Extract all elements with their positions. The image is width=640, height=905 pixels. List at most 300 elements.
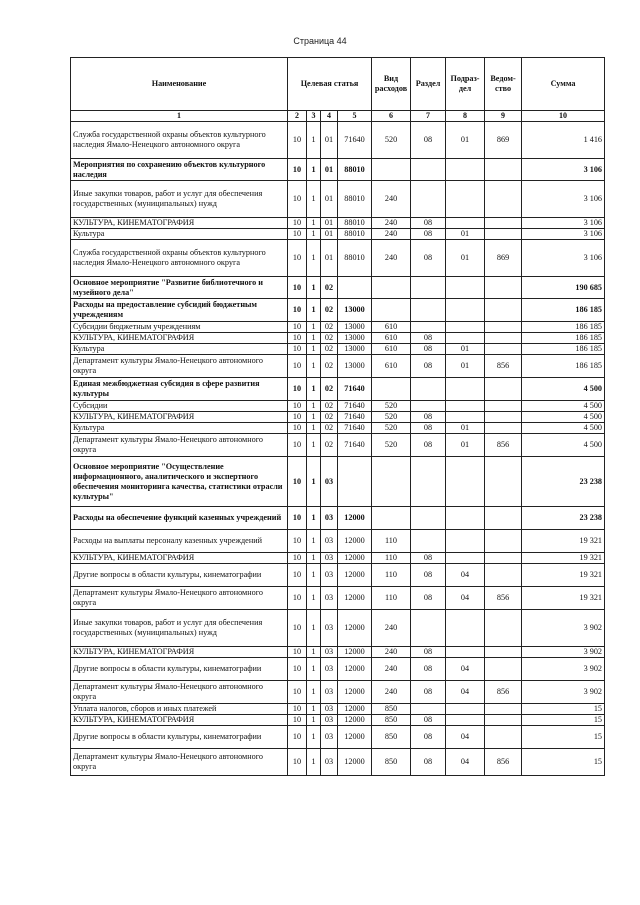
row-amount: 15 xyxy=(522,749,605,776)
row-section: 08 xyxy=(411,218,446,229)
row-subsection xyxy=(446,277,485,299)
row-department xyxy=(485,159,522,181)
row-department xyxy=(485,218,522,229)
row-section xyxy=(411,299,446,322)
table-row xyxy=(71,658,605,681)
row-target-program: 10 xyxy=(288,553,307,564)
row-amount: 3 106 xyxy=(522,181,605,218)
row-target-direction: 12000 xyxy=(338,564,372,587)
row-target-event: 03 xyxy=(321,681,338,704)
row-target-direction: 71640 xyxy=(338,434,372,457)
row-subsection: 01 xyxy=(446,434,485,457)
row-expense-type: 610 xyxy=(372,344,411,355)
row-amount: 19 321 xyxy=(522,553,605,564)
column-number: 8 xyxy=(446,111,485,122)
row-target-subprogram: 1 xyxy=(307,457,321,507)
row-section xyxy=(411,277,446,299)
table-row xyxy=(71,401,605,412)
row-department xyxy=(485,423,522,434)
row-amount: 19 321 xyxy=(522,530,605,553)
header-section: Раздел xyxy=(411,58,446,111)
row-section: 08 xyxy=(411,681,446,704)
table-row xyxy=(71,564,605,587)
row-target-event: 02 xyxy=(321,322,338,333)
row-amount: 1 416 xyxy=(522,122,605,159)
row-target-event: 03 xyxy=(321,647,338,658)
row-amount: 186 185 xyxy=(522,355,605,378)
row-expense-type xyxy=(372,277,411,299)
row-name: Иные закупки товаров, работ и услуг для обеспечения государственных (муниципальных) нужд xyxy=(71,610,288,647)
row-name: Другие вопросы в области культуры, кинематографии xyxy=(71,564,288,587)
row-amount: 4 500 xyxy=(522,434,605,457)
row-name: КУЛЬТУРА, КИНЕМАТОГРАФИЯ xyxy=(71,333,288,344)
row-target-event: 03 xyxy=(321,553,338,564)
row-target-direction: 13000 xyxy=(338,355,372,378)
column-number: 2 xyxy=(288,111,307,122)
row-target-subprogram: 1 xyxy=(307,647,321,658)
row-subsection: 01 xyxy=(446,344,485,355)
row-department: 869 xyxy=(485,122,522,159)
row-expense-type: 610 xyxy=(372,333,411,344)
row-section xyxy=(411,181,446,218)
table-row xyxy=(71,681,605,704)
row-department xyxy=(485,726,522,749)
row-section xyxy=(411,530,446,553)
row-subsection xyxy=(446,322,485,333)
row-target-program: 10 xyxy=(288,715,307,726)
row-target-direction: 71640 xyxy=(338,378,372,401)
row-department xyxy=(485,401,522,412)
row-target-event: 03 xyxy=(321,587,338,610)
row-section: 08 xyxy=(411,434,446,457)
row-target-subprogram: 1 xyxy=(307,434,321,457)
row-target-program: 10 xyxy=(288,344,307,355)
row-subsection: 04 xyxy=(446,726,485,749)
row-target-subprogram: 1 xyxy=(307,181,321,218)
row-section: 08 xyxy=(411,344,446,355)
header-department: Ведом- ство xyxy=(485,58,522,111)
row-target-event: 03 xyxy=(321,658,338,681)
row-target-event: 02 xyxy=(321,277,338,299)
row-department: 856 xyxy=(485,434,522,457)
row-amount: 186 185 xyxy=(522,333,605,344)
row-target-program: 10 xyxy=(288,181,307,218)
row-amount: 186 185 xyxy=(522,322,605,333)
row-department xyxy=(485,658,522,681)
column-number: 6 xyxy=(372,111,411,122)
row-target-subprogram: 1 xyxy=(307,299,321,322)
row-department xyxy=(485,229,522,240)
row-target-program: 10 xyxy=(288,299,307,322)
header-target: Целевая статья xyxy=(288,58,372,111)
row-section xyxy=(411,704,446,715)
row-name: Культура xyxy=(71,344,288,355)
table-row xyxy=(71,218,605,229)
row-target-event: 03 xyxy=(321,726,338,749)
table-row xyxy=(71,122,605,159)
row-expense-type xyxy=(372,507,411,530)
row-expense-type: 240 xyxy=(372,240,411,277)
row-department xyxy=(485,610,522,647)
row-target-program: 10 xyxy=(288,412,307,423)
row-target-program: 10 xyxy=(288,749,307,776)
row-subsection: 01 xyxy=(446,229,485,240)
row-name: Служба государственной охраны объектов культурного наследия Ямало-Ненецкого автономного округа xyxy=(71,122,288,159)
row-name: Расходы на обеспечение функций казенных учреждений xyxy=(71,507,288,530)
row-target-event: 01 xyxy=(321,181,338,218)
row-target-direction: 12000 xyxy=(338,704,372,715)
row-target-direction: 71640 xyxy=(338,401,372,412)
row-amount: 186 185 xyxy=(522,344,605,355)
row-department xyxy=(485,277,522,299)
row-section: 08 xyxy=(411,333,446,344)
row-amount: 3 902 xyxy=(522,658,605,681)
row-subsection: 01 xyxy=(446,355,485,378)
row-amount: 3 902 xyxy=(522,681,605,704)
row-amount: 3 106 xyxy=(522,240,605,277)
row-name: Культура xyxy=(71,423,288,434)
row-subsection xyxy=(446,181,485,218)
row-target-program: 10 xyxy=(288,378,307,401)
row-name: КУЛЬТУРА, КИНЕМАТОГРАФИЯ xyxy=(71,647,288,658)
row-expense-type: 850 xyxy=(372,726,411,749)
row-section: 08 xyxy=(411,726,446,749)
row-target-program: 10 xyxy=(288,122,307,159)
row-target-event: 02 xyxy=(321,333,338,344)
row-target-direction: 13000 xyxy=(338,344,372,355)
row-subsection: 01 xyxy=(446,122,485,159)
row-target-event: 03 xyxy=(321,704,338,715)
row-expense-type: 240 xyxy=(372,181,411,218)
row-amount: 186 185 xyxy=(522,299,605,322)
row-name: Мероприятия по сохранению объектов культурного наследия xyxy=(71,159,288,181)
row-department xyxy=(485,530,522,553)
row-target-program: 10 xyxy=(288,218,307,229)
row-subsection xyxy=(446,412,485,423)
row-expense-type: 240 xyxy=(372,229,411,240)
row-target-event: 01 xyxy=(321,122,338,159)
row-target-direction: 12000 xyxy=(338,647,372,658)
row-target-event: 03 xyxy=(321,749,338,776)
row-amount: 19 321 xyxy=(522,587,605,610)
row-target-program: 10 xyxy=(288,658,307,681)
row-target-subprogram: 1 xyxy=(307,587,321,610)
row-target-program: 10 xyxy=(288,564,307,587)
row-section: 08 xyxy=(411,715,446,726)
row-target-subprogram: 1 xyxy=(307,344,321,355)
row-subsection: 04 xyxy=(446,564,485,587)
row-target-event: 03 xyxy=(321,610,338,647)
row-target-subprogram: 1 xyxy=(307,333,321,344)
row-name: Уплата налогов, сборов и иных платежей xyxy=(71,704,288,715)
row-name: КУЛЬТУРА, КИНЕМАТОГРАФИЯ xyxy=(71,715,288,726)
row-target-event: 03 xyxy=(321,715,338,726)
row-target-event: 02 xyxy=(321,355,338,378)
column-number: 9 xyxy=(485,111,522,122)
row-target-program: 10 xyxy=(288,401,307,412)
row-department xyxy=(485,647,522,658)
row-name: Департамент культуры Ямало-Ненецкого автономного округа xyxy=(71,355,288,378)
row-target-direction: 71640 xyxy=(338,423,372,434)
table-row xyxy=(71,378,605,401)
row-target-subprogram: 1 xyxy=(307,378,321,401)
row-expense-type: 240 xyxy=(372,610,411,647)
row-department xyxy=(485,378,522,401)
row-target-event: 02 xyxy=(321,434,338,457)
row-target-subprogram: 1 xyxy=(307,218,321,229)
row-name: Расходы на выплаты персоналу казенных учреждений xyxy=(71,530,288,553)
header-amount: Сумма xyxy=(522,58,605,111)
row-expense-type: 520 xyxy=(372,423,411,434)
row-department xyxy=(485,704,522,715)
table-row xyxy=(71,229,605,240)
row-target-program: 10 xyxy=(288,423,307,434)
table-row xyxy=(71,333,605,344)
row-amount: 4 500 xyxy=(522,412,605,423)
row-name: Служба государственной охраны объектов культурного наследия Ямало-Ненецкого автономного округа xyxy=(71,240,288,277)
row-section: 08 xyxy=(411,412,446,423)
header-row xyxy=(71,58,605,111)
row-target-subprogram: 1 xyxy=(307,277,321,299)
row-target-event: 03 xyxy=(321,530,338,553)
table-row xyxy=(71,181,605,218)
row-target-direction xyxy=(338,277,372,299)
row-department xyxy=(485,564,522,587)
row-target-program: 10 xyxy=(288,229,307,240)
row-expense-type: 240 xyxy=(372,218,411,229)
row-target-event: 01 xyxy=(321,229,338,240)
row-target-direction: 13000 xyxy=(338,322,372,333)
row-section: 08 xyxy=(411,658,446,681)
table-row xyxy=(71,434,605,457)
row-department xyxy=(485,553,522,564)
row-target-direction: 12000 xyxy=(338,715,372,726)
row-expense-type: 850 xyxy=(372,715,411,726)
row-department xyxy=(485,181,522,218)
row-name: Департамент культуры Ямало-Ненецкого автономного округа xyxy=(71,749,288,776)
row-amount: 4 500 xyxy=(522,378,605,401)
table-row xyxy=(71,423,605,434)
row-expense-type xyxy=(372,378,411,401)
row-name: Субсидии бюджетным учреждениям xyxy=(71,322,288,333)
row-target-event: 02 xyxy=(321,423,338,434)
row-expense-type: 610 xyxy=(372,322,411,333)
row-target-program: 10 xyxy=(288,240,307,277)
row-section xyxy=(411,378,446,401)
row-amount: 15 xyxy=(522,715,605,726)
row-target-direction: 13000 xyxy=(338,299,372,322)
row-expense-type: 240 xyxy=(372,658,411,681)
row-subsection xyxy=(446,507,485,530)
table-row xyxy=(71,344,605,355)
row-section: 08 xyxy=(411,564,446,587)
row-target-event: 03 xyxy=(321,457,338,507)
row-department: 856 xyxy=(485,355,522,378)
row-amount: 23 238 xyxy=(522,457,605,507)
row-target-direction: 12000 xyxy=(338,681,372,704)
row-name: Иные закупки товаров, работ и услуг для обеспечения государственных (муниципальных) нужд xyxy=(71,181,288,218)
table-body xyxy=(71,122,605,776)
row-amount: 4 500 xyxy=(522,423,605,434)
row-subsection xyxy=(446,553,485,564)
row-expense-type: 850 xyxy=(372,704,411,715)
row-amount: 19 321 xyxy=(522,564,605,587)
row-expense-type: 850 xyxy=(372,749,411,776)
row-target-event: 02 xyxy=(321,299,338,322)
row-target-program: 10 xyxy=(288,704,307,715)
row-department: 856 xyxy=(485,587,522,610)
row-subsection xyxy=(446,610,485,647)
row-target-event: 01 xyxy=(321,159,338,181)
row-section: 08 xyxy=(411,749,446,776)
row-amount: 3 106 xyxy=(522,218,605,229)
row-target-event: 01 xyxy=(321,218,338,229)
table-row xyxy=(71,587,605,610)
row-amount: 15 xyxy=(522,704,605,715)
row-target-direction: 12000 xyxy=(338,587,372,610)
row-subsection xyxy=(446,333,485,344)
row-target-direction: 12000 xyxy=(338,507,372,530)
row-section xyxy=(411,322,446,333)
row-section: 08 xyxy=(411,355,446,378)
row-target-program: 10 xyxy=(288,530,307,553)
row-department xyxy=(485,333,522,344)
row-name: Другие вопросы в области культуры, кинематографии xyxy=(71,726,288,749)
row-target-subprogram: 1 xyxy=(307,726,321,749)
row-amount: 23 238 xyxy=(522,507,605,530)
table-row xyxy=(71,553,605,564)
row-expense-type xyxy=(372,159,411,181)
row-expense-type: 610 xyxy=(372,355,411,378)
row-expense-type: 110 xyxy=(372,564,411,587)
table-row xyxy=(71,530,605,553)
row-amount: 15 xyxy=(522,726,605,749)
row-subsection xyxy=(446,299,485,322)
row-expense-type: 240 xyxy=(372,647,411,658)
table-row xyxy=(71,412,605,423)
row-target-direction: 88010 xyxy=(338,229,372,240)
row-department: 869 xyxy=(485,240,522,277)
row-amount: 3 106 xyxy=(522,229,605,240)
row-target-subprogram: 1 xyxy=(307,159,321,181)
row-target-program: 10 xyxy=(288,610,307,647)
table-row xyxy=(71,726,605,749)
row-target-subprogram: 1 xyxy=(307,715,321,726)
row-subsection: 04 xyxy=(446,587,485,610)
row-section: 08 xyxy=(411,229,446,240)
row-expense-type: 110 xyxy=(372,530,411,553)
row-target-program: 10 xyxy=(288,355,307,378)
header-name: Наименование xyxy=(71,58,288,111)
row-target-program: 10 xyxy=(288,277,307,299)
row-section: 08 xyxy=(411,122,446,159)
budget-table xyxy=(70,57,605,776)
table-row xyxy=(71,457,605,507)
column-number: 5 xyxy=(338,111,372,122)
row-name: Культура xyxy=(71,229,288,240)
row-section xyxy=(411,457,446,507)
row-target-direction: 71640 xyxy=(338,412,372,423)
row-target-program: 10 xyxy=(288,647,307,658)
row-section xyxy=(411,610,446,647)
row-target-subprogram: 1 xyxy=(307,355,321,378)
row-subsection xyxy=(446,457,485,507)
row-target-subprogram: 1 xyxy=(307,564,321,587)
row-subsection xyxy=(446,530,485,553)
row-target-direction: 88010 xyxy=(338,181,372,218)
table-row xyxy=(71,715,605,726)
row-target-event: 02 xyxy=(321,378,338,401)
row-target-subprogram: 1 xyxy=(307,681,321,704)
row-target-subprogram: 1 xyxy=(307,412,321,423)
row-section: 08 xyxy=(411,240,446,277)
row-department: 856 xyxy=(485,681,522,704)
table-row xyxy=(71,240,605,277)
table-row xyxy=(71,355,605,378)
row-target-direction: 88010 xyxy=(338,159,372,181)
row-target-subprogram: 1 xyxy=(307,423,321,434)
row-target-subprogram: 1 xyxy=(307,658,321,681)
row-department xyxy=(485,322,522,333)
row-target-event: 02 xyxy=(321,412,338,423)
table-row xyxy=(71,749,605,776)
header-expense-type: Вид расходов xyxy=(372,58,411,111)
row-target-direction: 12000 xyxy=(338,658,372,681)
row-amount: 4 500 xyxy=(522,401,605,412)
header-subsection: Подраз- дел xyxy=(446,58,485,111)
table-row xyxy=(71,299,605,322)
table-row xyxy=(71,507,605,530)
row-target-subprogram: 1 xyxy=(307,240,321,277)
row-section xyxy=(411,507,446,530)
row-section: 08 xyxy=(411,587,446,610)
row-section xyxy=(411,401,446,412)
row-target-program: 10 xyxy=(288,507,307,530)
row-target-program: 10 xyxy=(288,322,307,333)
row-subsection: 04 xyxy=(446,658,485,681)
row-target-program: 10 xyxy=(288,159,307,181)
row-subsection xyxy=(446,704,485,715)
row-target-subprogram: 1 xyxy=(307,229,321,240)
column-number: 10 xyxy=(522,111,605,122)
row-section: 08 xyxy=(411,423,446,434)
row-section xyxy=(411,159,446,181)
row-department xyxy=(485,715,522,726)
row-target-event: 03 xyxy=(321,564,338,587)
row-target-direction: 12000 xyxy=(338,610,372,647)
row-subsection xyxy=(446,647,485,658)
row-target-subprogram: 1 xyxy=(307,322,321,333)
row-amount: 190 685 xyxy=(522,277,605,299)
row-target-program: 10 xyxy=(288,434,307,457)
row-target-program: 10 xyxy=(288,587,307,610)
row-name: Основное мероприятие "Осуществление информационного, аналитического и экспертного обеспечения мониторинга качества, статистики отрасли культуры" xyxy=(71,457,288,507)
row-target-direction: 12000 xyxy=(338,749,372,776)
row-section: 08 xyxy=(411,553,446,564)
table-row xyxy=(71,159,605,181)
table-row xyxy=(71,704,605,715)
row-target-program: 10 xyxy=(288,333,307,344)
row-subsection xyxy=(446,159,485,181)
row-name: Департамент культуры Ямало-Ненецкого автономного округа xyxy=(71,681,288,704)
row-subsection: 04 xyxy=(446,681,485,704)
row-name: Расходы на предоставление субсидий бюджетным учреждениям xyxy=(71,299,288,322)
column-number: 4 xyxy=(321,111,338,122)
row-target-event: 02 xyxy=(321,401,338,412)
row-expense-type: 110 xyxy=(372,553,411,564)
row-target-subprogram: 1 xyxy=(307,553,321,564)
row-department xyxy=(485,344,522,355)
